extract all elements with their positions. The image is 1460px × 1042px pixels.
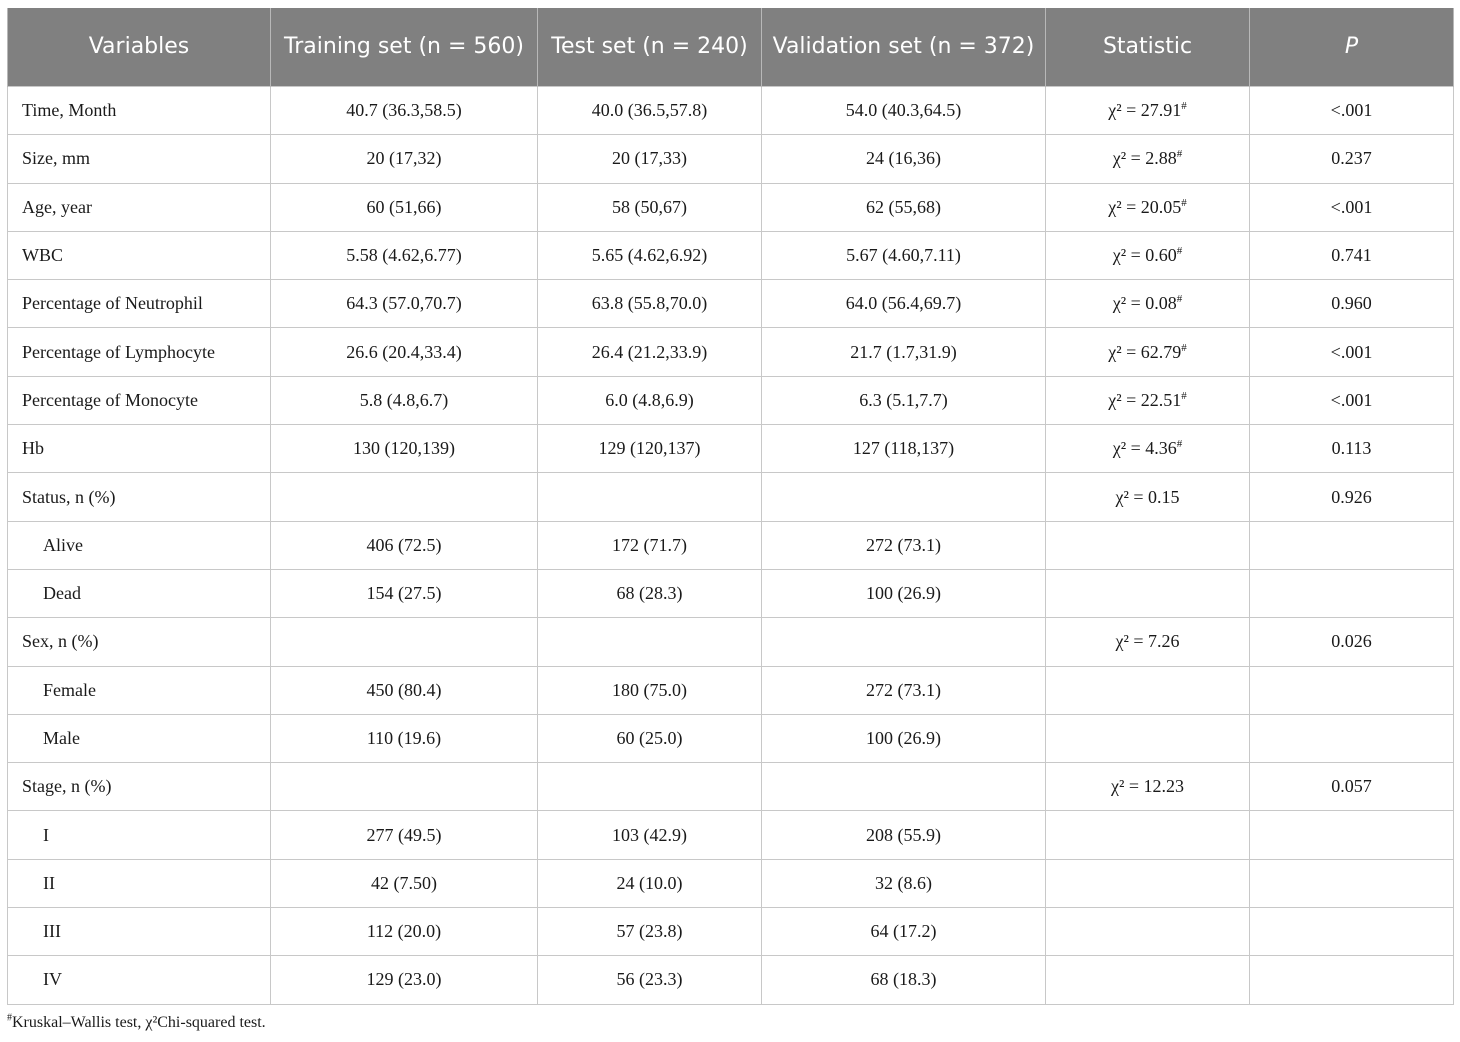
statistic-cell [1046, 87, 1250, 135]
training-cell-text: 110 (19.6) [366, 728, 442, 748]
table-row [8, 231, 1454, 279]
variable-cell-text: Dead [43, 583, 81, 604]
test-cell-text: 57 (23.8) [616, 921, 683, 942]
p-value-cell [1250, 280, 1454, 328]
test-cell [538, 908, 762, 956]
table-row [8, 376, 1454, 424]
test-cell [538, 956, 762, 1004]
p-value-cell-text: <.001 [1330, 100, 1373, 121]
header-p-value: P [1250, 8, 1454, 87]
validation-cell [762, 87, 1046, 135]
variable-cell-text: Female [43, 679, 96, 700]
training-cell [271, 763, 538, 811]
test-cell [538, 231, 762, 279]
validation-cell [762, 618, 1046, 666]
variable-cell [8, 956, 271, 1004]
p-value-cell [1250, 811, 1454, 859]
test-cell-text: 6.0 (4.8,6.9) [605, 389, 694, 410]
test-cell [538, 183, 762, 231]
training-cell [271, 618, 538, 666]
variable-cell [8, 425, 271, 473]
training-cell [271, 666, 538, 714]
training-cell [271, 183, 538, 231]
test-cell-text: 5.65 (4.62,6.92) [591, 245, 708, 266]
table-row [8, 521, 1454, 569]
validation-cell [762, 183, 1046, 231]
test-cell [538, 618, 762, 666]
validation-cell [762, 763, 1046, 811]
test-cell [538, 763, 762, 811]
p-value-cell-text: 0.026 [1331, 631, 1372, 652]
variable-cell-text: Percentage of Monocyte [22, 389, 198, 410]
statistic-cell-text: χ² = 4.36 [1112, 438, 1177, 459]
validation-cell [762, 908, 1046, 956]
statistic-cell-text: χ² = 0.60 [1112, 245, 1177, 266]
p-value-cell [1250, 425, 1454, 473]
kruskal-wallis-mark: # [1176, 148, 1183, 161]
statistic-cell [1046, 231, 1250, 279]
p-value-cell [1250, 183, 1454, 231]
variable-cell [8, 569, 271, 617]
validation-cell [762, 425, 1046, 473]
variable-cell [8, 859, 271, 907]
table-row [8, 666, 1454, 714]
training-cell-text: 112 (20.0) [366, 921, 442, 942]
table-row [8, 473, 1454, 521]
validation-cell [762, 569, 1046, 617]
p-value-cell [1250, 328, 1454, 376]
validation-cell [762, 473, 1046, 521]
p-value-cell-text: <.001 [1330, 389, 1373, 410]
variable-cell [8, 521, 271, 569]
validation-cell-text: 21.7 (1.7,31.9) [850, 341, 957, 362]
test-cell [538, 859, 762, 907]
p-value-cell-text: 0.237 [1331, 148, 1372, 169]
test-cell [538, 714, 762, 762]
training-cell [271, 521, 538, 569]
variable-cell-text: Percentage of Neutrophil [22, 293, 203, 314]
training-cell [271, 87, 538, 135]
variable-cell-text: Size, mm [22, 148, 90, 169]
variable-cell-text: IV [43, 969, 62, 990]
variable-cell [8, 618, 271, 666]
variable-cell [8, 183, 271, 231]
validation-cell-text: 127 (118,137) [852, 438, 955, 459]
p-value-cell-text: 0.926 [1331, 486, 1372, 507]
variable-cell [8, 135, 271, 183]
statistic-cell [1046, 956, 1250, 1004]
table-row [8, 859, 1454, 907]
training-cell-text: 5.8 (4.8,6.7) [359, 389, 449, 410]
kruskal-wallis-mark: # [1181, 341, 1187, 354]
test-cell-text: 60 (25.0) [616, 728, 683, 748]
training-cell [271, 425, 538, 473]
variable-cell-text: Age, year [22, 196, 92, 217]
variable-cell-text: II [43, 872, 55, 893]
validation-cell [762, 666, 1046, 714]
statistic-cell [1046, 473, 1250, 521]
statistic-cell-text: χ² = 62.79 [1108, 341, 1182, 362]
header-statistic: Statistic [1046, 8, 1250, 87]
kruskal-wallis-mark: # [1176, 438, 1183, 451]
variable-cell [8, 473, 271, 521]
test-cell [538, 280, 762, 328]
variable-cell [8, 666, 271, 714]
footnote-mark: # [7, 1012, 12, 1024]
validation-cell [762, 231, 1046, 279]
variable-cell [8, 87, 271, 135]
variable-cell [8, 280, 271, 328]
table-row [8, 183, 1454, 231]
p-value-cell [1250, 135, 1454, 183]
variable-cell-text: Sex, n (%) [22, 631, 99, 652]
variable-cell [8, 328, 271, 376]
variable-cell [8, 231, 271, 279]
header-validation-set: Validation set (n = 372) [762, 8, 1046, 87]
test-cell-text: 24 (10.0) [616, 872, 683, 893]
p-value-cell [1250, 908, 1454, 956]
statistic-cell-text: χ² = 12.23 [1110, 776, 1185, 797]
statistic-cell [1046, 183, 1250, 231]
variable-cell-text: Male [43, 728, 80, 748]
training-cell-text: 450 (80.4) [366, 679, 442, 700]
header-training-set: Training set (n = 560) [271, 8, 538, 87]
variable-cell [8, 811, 271, 859]
test-cell-text: 20 (17,33) [612, 148, 687, 169]
variable-cell-text: Hb [22, 438, 44, 459]
test-cell [538, 376, 762, 424]
variable-cell-text: Time, Month [22, 100, 117, 121]
training-cell-text: 5.58 (4.62,6.77) [346, 245, 462, 266]
p-value-cell [1250, 618, 1454, 666]
validation-cell [762, 859, 1046, 907]
test-cell [538, 569, 762, 617]
table-row [8, 87, 1454, 135]
test-cell-text: 103 (42.9) [612, 824, 687, 845]
variable-cell-text: I [43, 824, 49, 845]
test-cell-text: 56 (23.3) [616, 969, 683, 990]
validation-cell-text: 32 (8.6) [875, 872, 932, 893]
statistic-cell-text: χ² = 22.51 [1108, 389, 1182, 410]
test-cell-text: 58 (50,67) [612, 196, 687, 217]
validation-cell-text: 54.0 (40.3,64.5) [845, 100, 962, 121]
training-cell-text: 129 (23.0) [366, 969, 442, 990]
validation-cell [762, 135, 1046, 183]
test-cell [538, 521, 762, 569]
validation-cell [762, 521, 1046, 569]
p-value-cell [1250, 231, 1454, 279]
p-value-cell [1250, 859, 1454, 907]
test-cell-text: 172 (71.7) [612, 534, 687, 555]
statistic-cell-text: χ² = 0.15 [1115, 486, 1180, 507]
training-cell [271, 956, 538, 1004]
test-cell [538, 811, 762, 859]
variable-cell-text: Status, n (%) [22, 486, 116, 507]
statistic-cell-text: χ² = 0.08 [1112, 293, 1177, 314]
validation-cell [762, 328, 1046, 376]
p-value-cell-text: 0.057 [1331, 776, 1372, 797]
validation-cell [762, 714, 1046, 762]
header-row [8, 8, 1454, 87]
p-value-cell [1250, 666, 1454, 714]
validation-cell-text: 64.0 (56.4,69.7) [845, 293, 962, 314]
p-value-cell [1250, 714, 1454, 762]
statistic-cell [1046, 135, 1250, 183]
statistic-cell-text: χ² = 20.05 [1108, 196, 1182, 217]
test-cell-text: 40.0 (36.5,57.8) [591, 100, 708, 121]
variable-cell-text: Stage, n (%) [22, 776, 112, 797]
statistic-cell-text: χ² = 2.88 [1112, 148, 1177, 169]
statistic-cell [1046, 763, 1250, 811]
p-value-cell [1250, 569, 1454, 617]
table-body [8, 87, 1454, 1005]
statistic-cell [1046, 714, 1250, 762]
training-cell-text: 64.3 (57.0,70.7) [346, 293, 462, 314]
table-row [8, 135, 1454, 183]
validation-cell [762, 811, 1046, 859]
validation-cell-text: 24 (16,36) [866, 148, 941, 169]
test-cell-text: 129 (120,137) [598, 438, 701, 459]
p-value-cell [1250, 763, 1454, 811]
table-row [8, 328, 1454, 376]
kruskal-wallis-mark: # [1181, 100, 1187, 113]
variable-cell-text: WBC [22, 245, 64, 266]
training-cell-text: 406 (72.5) [366, 534, 442, 555]
variable-cell-text: Percentage of Lymphocyte [22, 341, 215, 362]
kruskal-wallis-mark: # [1181, 389, 1187, 402]
training-cell [271, 908, 538, 956]
table-row [8, 811, 1454, 859]
footnote [7, 1014, 266, 1032]
variable-cell-text: Alive [43, 534, 83, 555]
p-value-cell-text: 0.960 [1331, 293, 1372, 314]
validation-cell-text: 272 (73.1) [866, 679, 941, 700]
training-cell [271, 280, 538, 328]
p-value-cell-text: 0.741 [1331, 245, 1372, 266]
kruskal-wallis-mark: # [1181, 196, 1187, 209]
statistic-cell [1046, 328, 1250, 376]
table-row [8, 569, 1454, 617]
statistic-cell [1046, 376, 1250, 424]
statistic-cell [1046, 666, 1250, 714]
validation-cell [762, 280, 1046, 328]
statistic-cell-text: χ² = 7.26 [1115, 631, 1180, 652]
p-value-cell-text: 0.113 [1331, 438, 1372, 459]
test-cell [538, 473, 762, 521]
training-cell [271, 569, 538, 617]
validation-cell-text: 272 (73.1) [866, 534, 941, 555]
baseline-characteristics-table [7, 8, 1454, 1005]
p-value-cell-text: <.001 [1330, 341, 1373, 362]
validation-cell-text: 5.67 (4.60,7.11) [846, 245, 961, 266]
training-cell-text: 60 (51,66) [366, 196, 442, 217]
statistic-cell [1046, 280, 1250, 328]
training-cell-text: 42 (7.50) [371, 872, 437, 893]
variable-cell [8, 908, 271, 956]
header-test-set: Test set (n = 240) [538, 8, 762, 87]
training-cell-text: 26.6 (20.4,33.4) [346, 341, 462, 362]
footnote-text: Kruskal–Wallis test, χ²Chi-squared test. [12, 1014, 266, 1031]
test-cell-text: 63.8 (55.8,70.0) [591, 293, 708, 314]
p-value-cell [1250, 87, 1454, 135]
table-row [8, 908, 1454, 956]
table-row [8, 280, 1454, 328]
training-cell [271, 859, 538, 907]
statistic-cell [1046, 908, 1250, 956]
test-cell-text: 68 (28.3) [616, 583, 683, 604]
validation-cell-text: 6.3 (5.1,7.7) [859, 389, 948, 410]
training-cell [271, 328, 538, 376]
statistic-cell [1046, 859, 1250, 907]
table-row [8, 714, 1454, 762]
statistic-cell [1046, 618, 1250, 666]
training-cell-text: 154 (27.5) [366, 583, 442, 604]
statistic-cell [1046, 811, 1250, 859]
validation-cell-text: 62 (55,68) [866, 196, 941, 217]
test-cell [538, 425, 762, 473]
statistic-cell-text: χ² = 27.91 [1108, 100, 1182, 121]
table-row [8, 425, 1454, 473]
test-cell-text: 180 (75.0) [612, 679, 687, 700]
validation-cell [762, 376, 1046, 424]
variable-cell [8, 714, 271, 762]
test-cell-text: 26.4 (21.2,33.9) [591, 341, 708, 362]
validation-cell-text: 100 (26.9) [866, 728, 941, 748]
statistic-cell [1046, 521, 1250, 569]
kruskal-wallis-mark: # [1176, 245, 1183, 258]
p-value-cell-text: <.001 [1330, 196, 1373, 217]
variable-cell [8, 376, 271, 424]
validation-cell-text: 68 (18.3) [870, 969, 937, 990]
training-cell [271, 135, 538, 183]
header-variables: Variables [8, 8, 271, 87]
training-cell [271, 231, 538, 279]
validation-cell [762, 956, 1046, 1004]
training-cell-text: 40.7 (36.3,58.5) [346, 100, 462, 121]
test-cell [538, 328, 762, 376]
training-cell [271, 714, 538, 762]
table-row [8, 956, 1454, 1004]
training-cell [271, 376, 538, 424]
p-value-cell [1250, 473, 1454, 521]
test-cell [538, 666, 762, 714]
variable-cell-text: III [43, 921, 61, 942]
training-cell-text: 277 (49.5) [366, 824, 442, 845]
test-cell [538, 87, 762, 135]
statistic-cell [1046, 425, 1250, 473]
validation-cell-text: 100 (26.9) [866, 583, 941, 604]
p-value-cell [1250, 521, 1454, 569]
table-row [8, 763, 1454, 811]
table-row [8, 618, 1454, 666]
training-cell [271, 473, 538, 521]
test-cell [538, 135, 762, 183]
training-cell [271, 811, 538, 859]
p-value-cell [1250, 956, 1454, 1004]
kruskal-wallis-mark: # [1176, 293, 1183, 306]
validation-cell-text: 208 (55.9) [866, 824, 941, 845]
validation-cell-text: 64 (17.2) [870, 921, 937, 942]
variable-cell [8, 763, 271, 811]
training-cell-text: 130 (120,139) [353, 438, 455, 459]
statistic-cell [1046, 569, 1250, 617]
p-value-cell [1250, 376, 1454, 424]
training-cell-text: 20 (17,32) [366, 148, 442, 169]
